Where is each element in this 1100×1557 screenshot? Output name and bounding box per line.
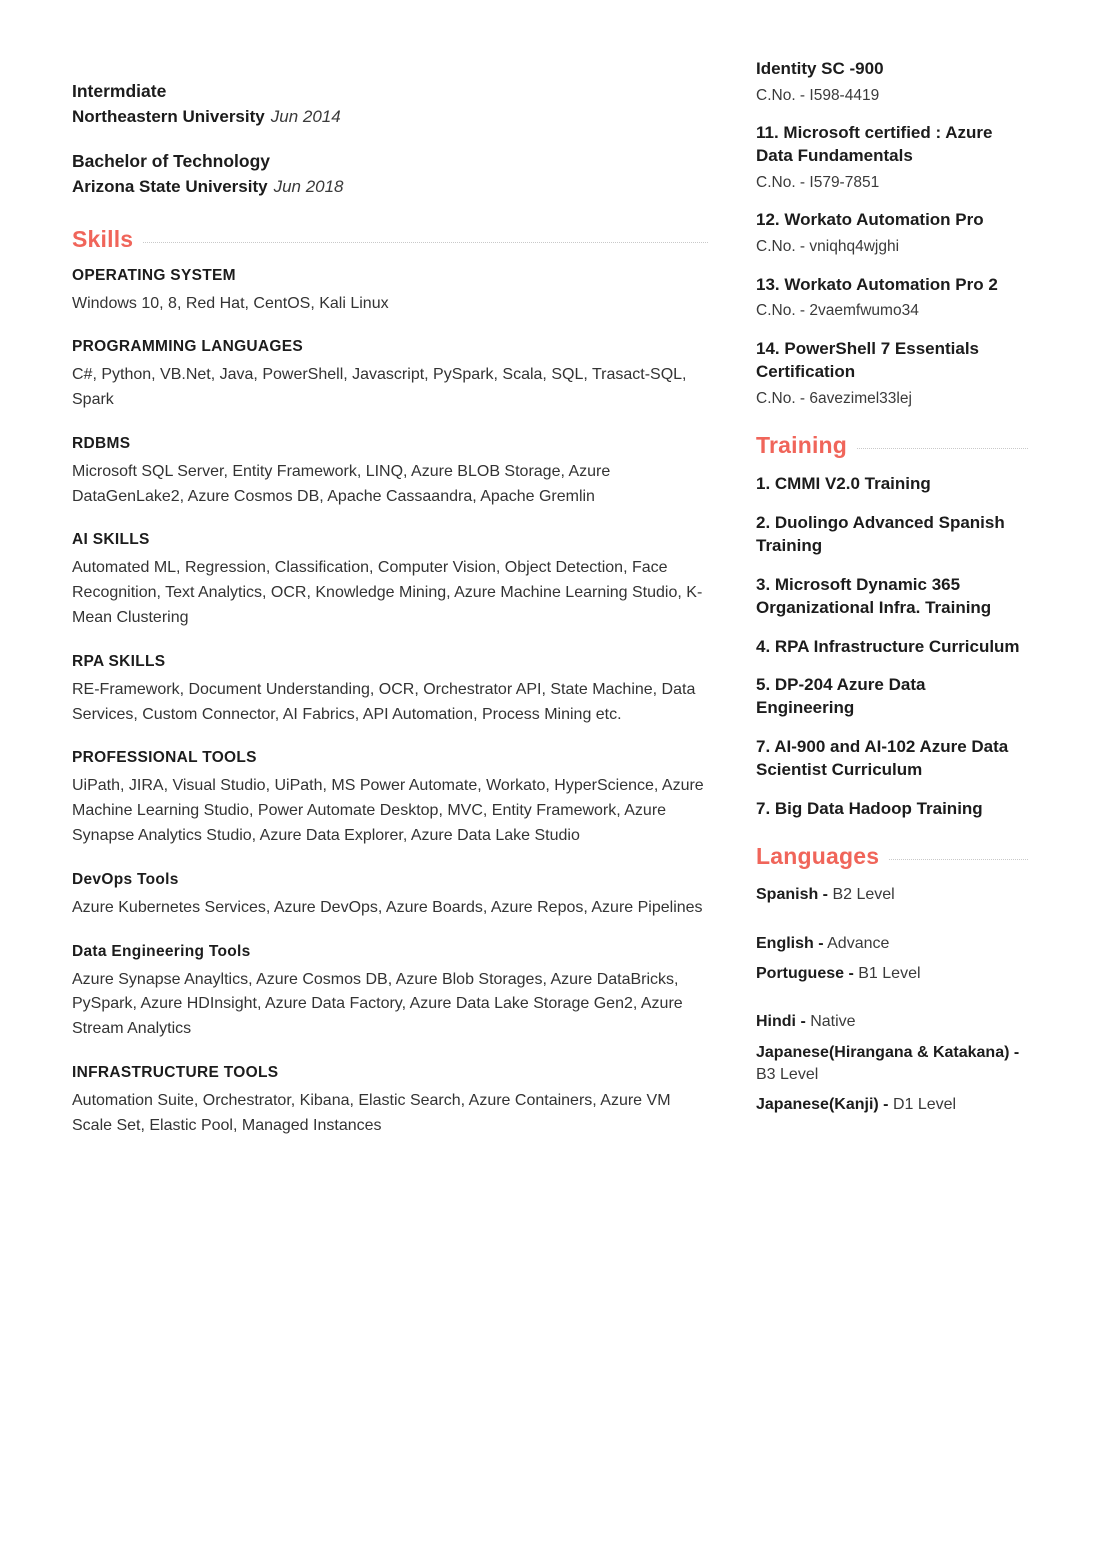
skill-label: RPA SKILLS — [72, 652, 166, 670]
training-item: 5. DP-204 Azure Data Engineering — [756, 675, 926, 718]
skill-body: UiPath, JIRA, Visual Studio, UiPath, MS Power Automate, Workato, HyperScience, Azure Machine Learning Studio, Power Automate Desktop, MVC, Entity Framework, Azure Synapse Analytics Studio, Azure Data Explorer, Azure Data Lake Studio — [72, 777, 704, 845]
skill-label: Data Engineering Tools — [72, 942, 251, 960]
skill-body: Automation Suite, Orchestrator, Kibana, Elastic Search, Azure Containers, Azure VM Scale Set, Elastic Pool, Managed Instances — [72, 1092, 671, 1134]
language-name: Hindi - — [756, 1013, 806, 1031]
skill-label: PROFESSIONAL TOOLS — [72, 749, 257, 767]
certification-title: Identity SC -900 — [756, 59, 884, 78]
language-level: B3 Level — [756, 1066, 819, 1084]
skill-body: C#, Python, VB.Net, Java, PowerShell, Javascript, PySpark, Scala, SQL, Trasact-SQL, Spark — [72, 366, 687, 409]
skill-body: Azure Synapse Anayltics, Azure Cosmos DB, Azure Blob Storages, Azure DataBricks, PySpark, Azure HDInsight, Azure Data Factory, Azure Data Lake Storage Gen2, Azure Stream Analytics — [72, 970, 683, 1038]
education-school-line — [72, 174, 708, 200]
education-degree: Intermdiate — [72, 81, 167, 101]
training-item: 1. CMMI V2.0 Training — [756, 473, 931, 493]
education-date: Jun 2014 — [270, 107, 341, 127]
certification-number: C.No. - I598-4419 — [756, 86, 880, 104]
skill-group — [72, 943, 708, 1042]
skill-group — [72, 749, 708, 848]
education-school: Northeastern University — [72, 107, 265, 127]
training-item: 3. Microsoft Dynamic 365 Organizational Infra. Training — [756, 574, 992, 617]
training-list — [756, 473, 1028, 821]
certification-item — [756, 209, 1028, 258]
page-columns — [72, 40, 1028, 1161]
education-school-line — [72, 104, 708, 130]
section-divider — [857, 448, 1028, 449]
language-level: D1 Level — [892, 1096, 957, 1114]
language-item — [756, 933, 1028, 955]
education-school: Arizona State University — [72, 177, 268, 196]
certification-title: 13. Workato Automation Pro 2 — [756, 274, 998, 294]
section-divider — [889, 859, 1028, 860]
language-name: Spanish - — [756, 886, 829, 904]
education-section — [72, 78, 708, 200]
education-degree: Bachelor of Technology — [72, 150, 271, 171]
language-level: B2 Level — [832, 886, 895, 904]
certification-item — [756, 338, 1028, 410]
training-item: 4. RPA Infrastructure Curriculum — [756, 636, 1020, 656]
skill-label: INFRASTRUCTURE TOOLS — [72, 1064, 279, 1082]
section-title-skills: Skills — [72, 225, 134, 252]
training-item: 7. Big Data Hadoop Training — [756, 799, 983, 819]
language-item — [756, 963, 1028, 985]
certification-title: 11. Microsoft certified : Azure Data Fundamentals — [756, 123, 993, 166]
skill-group — [72, 435, 708, 510]
language-name: English - — [756, 934, 824, 952]
certification-title: 12. Workato Automation Pro — [756, 210, 984, 230]
language-level: Native — [810, 1013, 856, 1031]
language-level: Advance — [827, 934, 890, 952]
training-section-header — [756, 432, 1028, 459]
language-name: Japanese(Kanji) - — [756, 1096, 889, 1114]
education-date: Jun 2018 — [273, 177, 344, 196]
training-item: 2. Duolingo Advanced Spanish Training — [756, 512, 1005, 555]
skill-body: Windows 10, 8, Red Hat, CentOS, Kali Linux — [72, 294, 389, 312]
education-entry — [72, 78, 708, 130]
language-item — [756, 884, 1028, 906]
languages-list — [756, 884, 1028, 1117]
language-item — [756, 1011, 1028, 1033]
skill-label: AI SKILLS — [72, 531, 150, 549]
certification-number: C.No. - vniqhq4wjghi — [756, 238, 900, 256]
skill-group — [72, 338, 708, 413]
certification-item — [756, 122, 1028, 194]
skill-group — [72, 1064, 708, 1139]
certification-title: 14. PowerShell 7 Essentials Certification — [756, 338, 980, 381]
skill-label: RDBMS — [72, 434, 131, 452]
skill-label: OPERATING SYSTEM — [72, 266, 236, 284]
skill-body: Microsoft SQL Server, Entity Framework, LINQ, Azure BLOB Storage, Azure DataGenLake2, Azure Cosmos DB, Apache Cassaandra, Apache Gremlin — [72, 462, 611, 505]
skill-body: Automated ML, Regression, Classification, Computer Vision, Object Detection, Face Recognition, Text Analytics, OCR, Knowledge Mining, Azure Machine Learning Studio, K-Mean Clustering — [72, 559, 703, 627]
left-column — [72, 40, 708, 1161]
education-entry — [72, 148, 708, 200]
section-divider — [143, 242, 708, 243]
skill-label: PROGRAMMING LANGUAGES — [72, 338, 304, 356]
skills-list — [72, 267, 708, 1139]
certification-number: C.No. - I579-7851 — [756, 174, 880, 192]
language-name: Portuguese - — [756, 964, 854, 982]
certification-item — [756, 274, 1028, 323]
training-item: 7. AI-900 and AI-102 Azure Data Scientist Curriculum — [756, 737, 1009, 780]
section-title-languages: Languages — [756, 843, 880, 870]
language-name: Japanese(Hirangana & Katakana) - — [756, 1043, 1020, 1061]
section-title-training: Training — [756, 431, 848, 458]
certification-item — [756, 58, 1028, 107]
skill-group — [72, 653, 708, 728]
skill-group — [72, 267, 708, 317]
skill-group — [72, 871, 708, 921]
skill-group — [72, 531, 708, 630]
language-item — [756, 1042, 1028, 1087]
skill-label: DevOps Tools — [72, 870, 179, 888]
languages-section-header — [756, 843, 1028, 870]
skill-body: RE-Framework, Document Understanding, OCR, Orchestrator API, State Machine, Data Services, Custom Connector, AI Fabrics, API Automation, Process Mining etc. — [72, 680, 696, 723]
skill-body: Azure Kubernetes Services, Azure DevOps, Azure Boards, Azure Repos, Azure Pipelines — [72, 898, 703, 916]
skills-section-header — [72, 226, 708, 253]
language-level: B1 Level — [858, 964, 921, 982]
right-column — [756, 40, 1028, 1131]
language-item — [756, 1094, 1028, 1116]
certification-number: C.No. - 6avezimel33lej — [756, 389, 912, 407]
certifications-list — [756, 58, 1028, 410]
certification-number: C.No. - 2vaemfwumo34 — [756, 302, 919, 320]
